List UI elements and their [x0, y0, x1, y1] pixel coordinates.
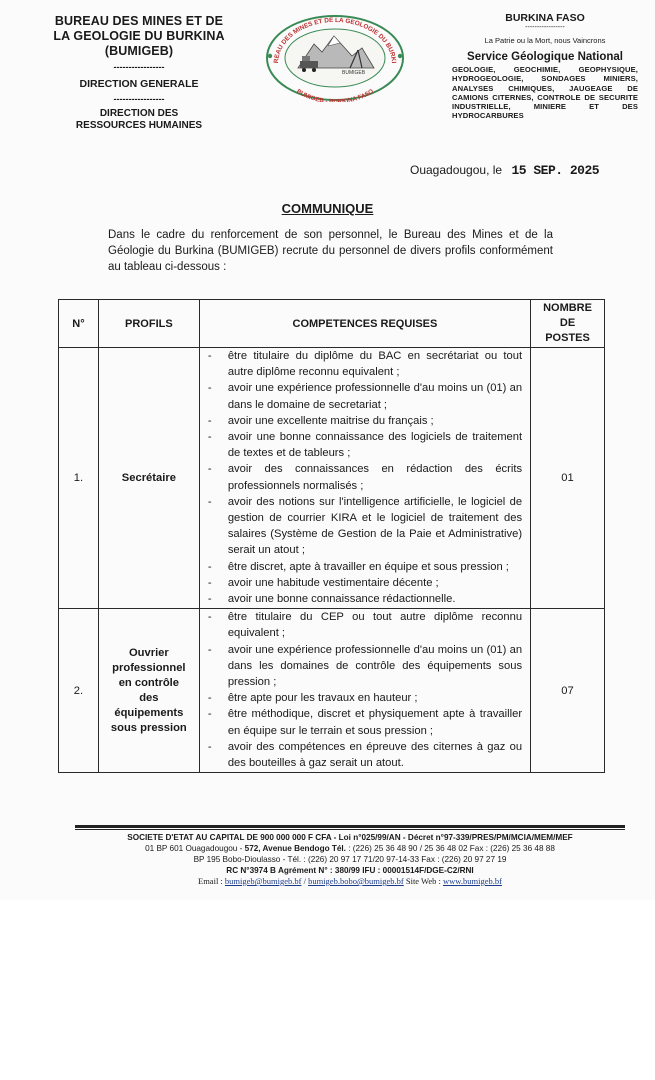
footer-legal: SOCIETE D'ETAT AU CAPITAL DE 900 000 000 F CFA - Loi n°025/99/AN - Décret n°97-339/PRES/PM/MCIA/MEM/MEF — [127, 833, 573, 842]
competence-item: - avoir des connaissances en rédaction des écrits professionnels normalisés ; — [208, 461, 522, 493]
footer-address-ouaga — [60, 843, 640, 854]
competence-item: - avoir une excellente maitrise du français ; — [208, 413, 522, 429]
header-right — [452, 12, 638, 121]
header-profils: PROFILS — [98, 300, 199, 348]
header-postes-line: DE — [559, 317, 576, 329]
competence-item: - être titulaire du CEP ou tout autre diplôme reconnu equivalent ; — [208, 609, 522, 641]
national-motto: La Patrie ou la Mort, nous Vaincrons — [484, 36, 606, 45]
footer-rule — [75, 829, 625, 830]
seal-center-text: BUMIGEB — [342, 70, 366, 76]
table-row — [59, 609, 605, 773]
competence-item: - avoir une habitude vestimentaire décente ; — [208, 575, 522, 591]
org-name-line2: LA GEOLOGIE DU BURKINA — [53, 29, 225, 43]
email-label: Email : — [198, 876, 225, 886]
table-row — [59, 348, 605, 609]
profile-line: équipements — [114, 706, 184, 719]
profile-line: professionnel — [112, 661, 186, 674]
intro-paragraph: Dans le cadre du renforcement de son personnel, le Bureau des Mines et de la Géologie du Burkina (BUMIGEB) recrute du personnel de divers profils conformément au tableau ci-dessous : — [108, 229, 553, 273]
footer-bp: 01 BP 601 Ouagadougou - — [145, 844, 245, 853]
email-link-main[interactable]: bumigeb@bumigeb.bf — [224, 876, 302, 886]
header-nombre-postes — [531, 300, 605, 348]
row-postes: 01 — [531, 348, 605, 609]
competence-item: - avoir une expérience professionnelle d'au moins un (01) an dans les domaines de contrôle des équipements sous pression ; — [208, 642, 522, 691]
competence-item: - avoir une expérience professionnelle d'au moins un (01) an dans le domaine de secretariat ; — [208, 380, 522, 412]
drh-line2: RESSOURCES HUMAINES — [75, 120, 203, 131]
email-link-bobo[interactable]: bumigeb.bobo@bumigeb.bf — [308, 876, 404, 886]
recruitment-table — [58, 299, 605, 773]
row-competences — [199, 609, 530, 773]
org-acronym: (BUMIGEB) — [104, 44, 174, 58]
service-activities: GEOLOGIE, GEOCHIMIE, GEOPHYSIQUE, HYDROGEOLOGIE, SONDAGES MINIERS, ANALYSES CHIMIQUES, JAUGEAGE DE CAMIONS CITERNES, CONTROLE DE SECURITE INDUSTRIELLE, MINIERE ET DES HYDROCARBURES — [452, 65, 638, 121]
separator: ----------------- — [113, 94, 165, 104]
header-competences: COMPETENCES REQUISES — [199, 300, 530, 348]
country-name: BURKINA FASO — [505, 12, 585, 24]
footer-address-bobo: BP 195 Bobo-Dioulasso - Tél. : (226) 20 97 17 71/20 97-14-33 Fax : (226) 20 97 27 19 — [193, 855, 507, 864]
date-stamp: 15 SEP. 2025 — [511, 163, 600, 178]
profile-line: en contrôle — [118, 676, 179, 689]
profile-line: sous pression — [110, 721, 187, 734]
svg-text:BUMIGEB - BURKINA FASO — [295, 88, 375, 102]
competence-item: - avoir des notions sur l'intelligence artificielle, le logiciel de gestion de courrier KIRA et le logiciel de traitement des salaires (Système de Gestion de la Paie et Administrative) serait un atout ; — [208, 494, 522, 559]
org-name-line1: BUREAU DES MINES ET DE — [54, 14, 224, 28]
row-number: 2. — [59, 609, 99, 773]
profile-line: des — [139, 691, 159, 704]
competence-item: - être titulaire du diplôme du BAC en secrétariat ou tout autre diplôme reconnu equivalent ; — [208, 348, 522, 380]
header-postes-line: POSTES — [545, 332, 590, 344]
separator: ----------------- — [525, 24, 565, 31]
website-link[interactable]: www.bumigeb.bf — [443, 876, 502, 886]
row-competences — [199, 348, 530, 609]
competence-item: - avoir une bonne connaissance rédactionnelle. — [208, 591, 522, 607]
footer — [60, 832, 640, 887]
footer-phones: : (226) 25 36 48 90 / 25 36 48 02 Fax : (226) 25 36 48 88 — [345, 844, 555, 853]
row-postes: 07 — [531, 609, 605, 773]
competence-item: - avoir des compétences en épreuve des citernes à gaz ou des bouteilles à gaz serait un atout. — [208, 739, 522, 771]
footer-contacts — [60, 876, 640, 887]
site-label: Site Web : — [403, 876, 444, 886]
seal-ring-bottom-text: BUMIGEB - BURKINA FASO — [295, 87, 375, 102]
date-line — [410, 163, 599, 178]
header-num: N° — [59, 300, 99, 348]
header-postes-line: NOMBRE — [543, 302, 592, 314]
row-profile — [98, 609, 199, 773]
direction-generale: DIRECTION GENERALE — [79, 78, 199, 90]
competence-item: - être discret, apte à travailler en équipe et sous pression ; — [208, 559, 522, 575]
seal-ring-top-text: REAU DES MINES ET DE LA GEOLOGIE DU BURKI — [272, 16, 398, 64]
row-number: 1. — [59, 348, 99, 609]
table-header-row — [59, 300, 605, 348]
email-separator: / — [301, 876, 309, 886]
competence-item: - être méthodique, discret et physiquement apte à travailler en équipe sur le terrain et sous pression ; — [208, 706, 522, 738]
document-title: COMMUNIQUE — [281, 201, 374, 216]
footer-rule — [75, 825, 625, 828]
date-place: Ouagadougou, le — [410, 163, 503, 177]
separator: ----------------- — [113, 62, 165, 72]
competence-item: - être apte pour les travaux en hauteur ; — [208, 690, 522, 706]
service-name: Service Géologique National — [467, 51, 623, 63]
header-left — [34, 14, 244, 132]
bumigeb-seal-logo — [262, 10, 408, 102]
footer-avenue: 572, Avenue Bendogo Tél. — [244, 844, 346, 853]
row-profile: Secrétaire — [98, 348, 199, 609]
competence-item: - avoir une bonne connaissance des logiciels de traitement de textes et de tableurs ; — [208, 429, 522, 461]
footer-registration: RC N°3974 B Agrément N° : 380/99 IFU : 00001514F/DGE-C2/RNI — [226, 866, 474, 875]
profile-line: Ouvrier — [128, 646, 169, 659]
drh-line1: DIRECTION DES — [99, 108, 179, 119]
